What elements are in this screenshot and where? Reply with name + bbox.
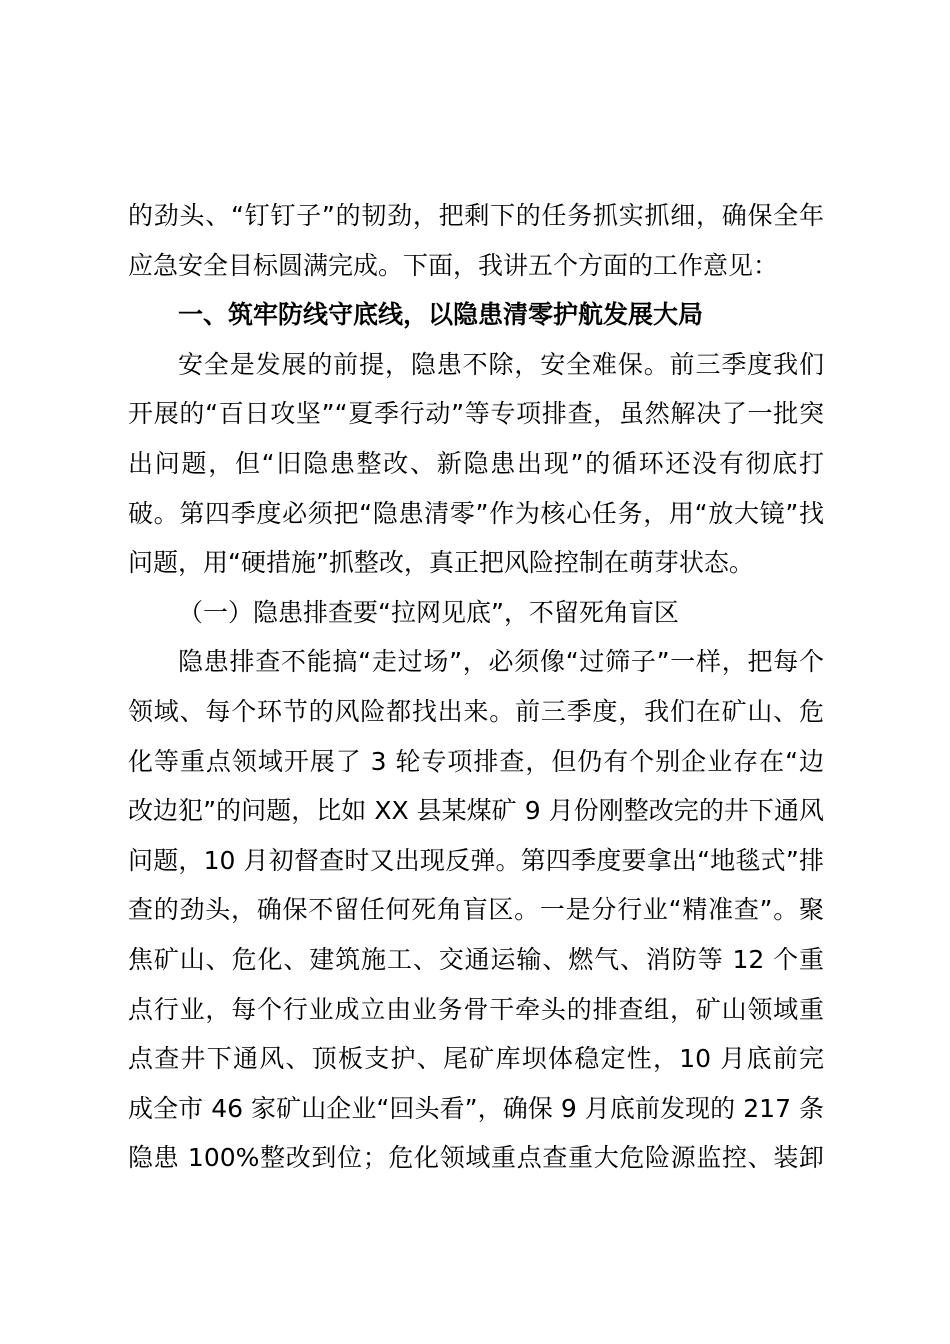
paragraph-line: 点行业，每个行业成立由业务骨干牵头的排查组，矿山领域重 <box>128 994 824 1024</box>
paragraph-line: 化等重点领域开展了 3 轮专项排查，但仍有个别企业存在“边 <box>128 746 824 776</box>
paragraph-line: 查的劲头，确保不留任何死角盲区。一是分行业“精准查”。聚 <box>128 895 824 925</box>
paragraph-line: 的劲头、“钉钉子”的韧劲，把剩下的任务抓实抓细，确保全年 <box>128 201 824 230</box>
paragraph-line: 改边犯”的问题，比如 XX 县某煤矿 9 月份刚整改完的井下通风 <box>128 796 824 826</box>
subsection-heading: （一）隐患排查要“拉网见底”，不留死角盲区 <box>178 597 679 627</box>
paragraph-line: 应急安全目标圆满完成。下面，我讲五个方面的工作意见： <box>128 250 779 280</box>
paragraph-line: 焦矿山、危化、建筑施工、交通运输、燃气、消防等 12 个重 <box>128 944 824 974</box>
paragraph-line: 隐患 100%整改到位；危化领域重点查重大危险源监控、装卸 <box>128 1143 824 1173</box>
section-heading: 一、筑牢防线守底线，以隐患清零护航发展大局 <box>178 300 704 330</box>
paragraph-line: 开展的“百日攻坚”“夏季行动”等专项排查，虽然解决了一批突 <box>128 399 824 429</box>
document-body <box>128 191 824 1183</box>
paragraph-line: 问题，用“硬措施”抓整改，真正把风险控制在萌芽状态。 <box>128 548 754 578</box>
paragraph-line: 隐患排查不能搞“走过场”，必须像“过筛子”一样，把每个 <box>178 647 824 677</box>
paragraph-line: 破。第四季度必须把“隐患清零”作为核心任务，用“放大镜”找 <box>128 498 824 528</box>
paragraph-line: 领域、每个环节的风险都找出来。前三季度，我们在矿山、危 <box>128 696 824 726</box>
paragraph-line: 点查井下通风、顶板支护、尾矿库坝体稳定性，10 月底前完 <box>128 1044 824 1074</box>
paragraph-line: 安全是发展的前提，隐患不除，安全难保。前三季度我们 <box>178 349 824 379</box>
paragraph-line: 成全市 46 家矿山企业“回头看”，确保 9 月底前发现的 217 条 <box>128 1093 824 1123</box>
paragraph-line: 出问题，但“旧隐患整改、新隐患出现”的循环还没有彻底打 <box>128 448 824 478</box>
paragraph-line: 问题，10 月初督查时又出现反弹。第四季度要拿出“地毯式”排 <box>128 845 824 875</box>
